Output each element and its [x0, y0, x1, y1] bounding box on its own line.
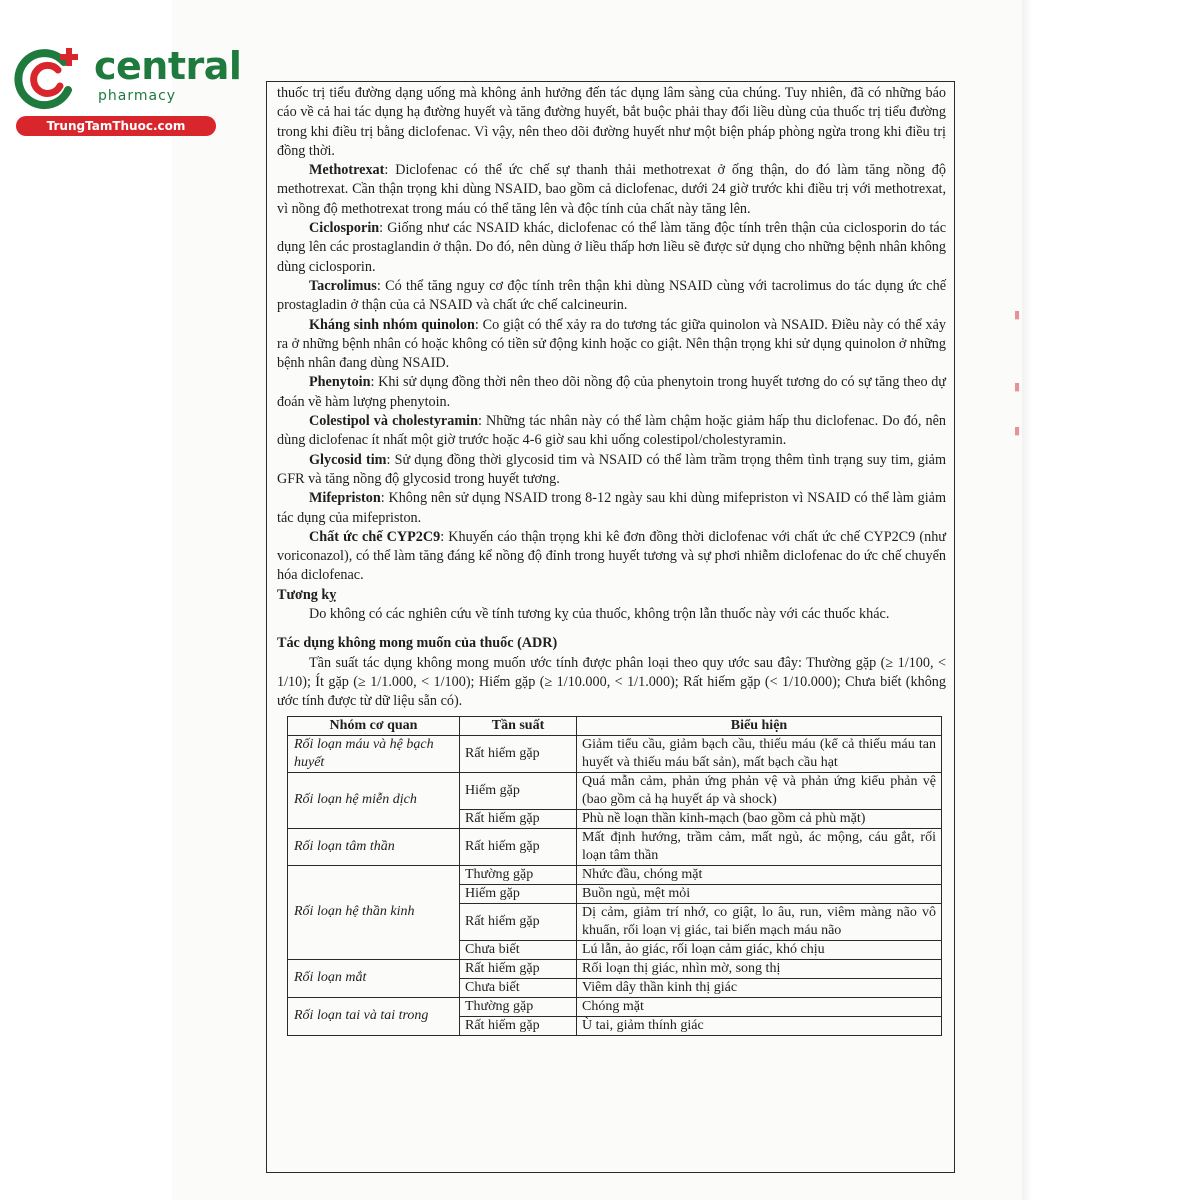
symptom-cell: Ù tai, giảm thính giác [577, 1016, 942, 1035]
adr-table [287, 716, 942, 1036]
paragraph: thuốc trị tiểu đường dạng uống mà không ảnh hưởng đến tác dụng lâm sàng của chúng. Tuy nhiên, đã có những báo cáo về cả hai tác dụng hạ đường huyết và tăng đường huyết, bắt buộc phải thay đổi liều dùng của thuốc trị tiểu đường trong khi điều trị bằng diclofenac. Vì vậy, nên theo dõi đường huyết như một biện pháp phòng ngừa trong khi điều trị đồng thời. [277, 85, 946, 159]
document-page [266, 81, 955, 1173]
organ-group-cell: Rối loạn mắt [288, 959, 460, 997]
logo-website[interactable]: TrungTamThuoc.com [16, 116, 216, 136]
table-row [288, 828, 942, 865]
frequency-cell: Thường gặp [460, 865, 577, 884]
table-row [288, 959, 942, 978]
section-heading: Tác dụng không mong muốn của thuốc (ADR) [277, 635, 558, 652]
frequency-cell: Rất hiếm gặp [460, 735, 577, 772]
column-header: Biểu hiện [577, 716, 942, 735]
symptom-cell: Dị cảm, giảm trí nhớ, co giật, lo âu, run, viêm màng não vô khuẩn, rối loạn vị giác, tai biến mạch máu não [577, 903, 942, 940]
column-header: Tần suất [460, 716, 577, 735]
logo-name: central [94, 44, 242, 88]
frequency-cell: Chưa biết [460, 940, 577, 959]
frequency-cell: Rất hiếm gặp [460, 828, 577, 865]
symptom-cell: Buồn ngủ, mệt mỏi [577, 884, 942, 903]
frequency-cell: Thường gặp [460, 997, 577, 1016]
organ-group-cell: Rối loạn hệ thần kinh [288, 865, 460, 959]
frequency-cell: Rất hiếm gặp [460, 1016, 577, 1035]
interaction-cyp2c9: Chất ức chế CYP2C9: Khuyến cáo thận trọng khi kê đơn đồng thời diclofenac với chất ức chế CYP2C9 (như voriconazol), có thể làm tăng đáng kể nồng độ đỉnh trong huyết tương và sự phơi nhiễm diclofenac do ức chế chuyển hóa diclofenac. [277, 528, 946, 584]
interaction-methotrexat: Methotrexat: Diclofenac có thể ức chế sự thanh thải methotrexat ở ống thận, do đó làm tăng nồng độ methotrexat. Cần thận trọng khi dùng NSAID, bao gồm cả diclofenac, dưới 24 giờ trước khi điều trị với methotrexat, vì nồng độ methotrexat trong máu có thể tăng lên và độc tính của chất này tăng lên. [277, 162, 946, 217]
section-heading: Tương kỵ [277, 586, 337, 603]
pharmacy-logo-icon [14, 42, 86, 114]
faint-stamp-mark: ▮ [1014, 381, 1021, 393]
frequency-cell: Rất hiếm gặp [460, 959, 577, 978]
symptom-cell: Chóng mặt [577, 997, 942, 1016]
frequency-cell: Hiếm gặp [460, 884, 577, 903]
column-header: Nhóm cơ quan [288, 716, 460, 735]
organ-group-cell: Rối loạn máu và hệ bạch huyết [288, 735, 460, 772]
frequency-cell: Hiếm gặp [460, 772, 577, 809]
interaction-tacrolimus: Tacrolimus: Có thể tăng nguy cơ độc tính trên thận khi dùng NSAID cùng với tacrolimus do tác dụng ức chế prostagladin ở thận của cả NSAID và chất ức chế calcineurin. [277, 277, 946, 314]
interaction-phenytoin: Phenytoin: Khi sử dụng đồng thời nên theo dõi nồng độ của phenytoin trong huyết tương do có sự tăng theo dự đoán về hàm lượng phenytoin. [277, 374, 946, 410]
symptom-cell: Quá mẫn cảm, phản ứng phản vệ và phản ứng kiểu phản vệ (bao gồm cả hạ huyết áp và shock) [577, 772, 942, 809]
table-row [288, 997, 942, 1016]
table-row [288, 865, 942, 884]
symptom-cell: Phù nề loạn thần kinh-mạch (bao gồm cả phù mặt) [577, 809, 942, 828]
symptom-cell: Rối loạn thị giác, nhìn mờ, song thị [577, 959, 942, 978]
frequency-cell: Rất hiếm gặp [460, 809, 577, 828]
table-row [288, 735, 942, 772]
logo-subtitle: pharmacy [98, 88, 177, 104]
interaction-mifepriston: Mifepriston: Không nên sử dụng NSAID trong 8-12 ngày sau khi dùng mifepriston vì NSAID có thể làm giảm tác dụng của mifepriston. [277, 490, 946, 526]
interaction-ciclosporin: Ciclosporin: Giống như các NSAID khác, diclofenac có thể làm tăng độc tính trên thận của ciclosporin do tác dụng lên các prostaglandin ở thận. Do đó, nên dùng ở liều thấp hơn liều sẽ được sử dụng cho những bệnh nhân không dùng ciclosporin. [277, 220, 946, 275]
interaction-glycosid-tim: Glycosid tim: Sử dụng đồng thời glycosid tim và NSAID có thể làm trầm trọng thêm tình trạng suy tim, giảm GFR và tăng nồng độ glycosid trong huyết tương. [277, 451, 946, 487]
paragraph: Tần suất tác dụng không mong muốn ước tính được phân loại theo quy ước sau đây: Thường gặp (≥ 1/100, < 1/10); Ít gặp (≥ 1/1.000, < 1/100); Hiếm gặp (≥ 1/10.000, < 1/1.000); Rất hiếm gặp (< 1/10.000); Chưa biết (không ước tính được từ dữ liệu sẵn có). [277, 654, 946, 710]
symptom-cell: Mất định hướng, trầm cảm, mất ngủ, ác mộng, cáu gắt, rối loạn tâm thần [577, 828, 942, 865]
paragraph: Do không có các nghiên cứu về tính tương kỵ của thuốc, không trộn lẫn thuốc này với các thuốc khác. [309, 606, 890, 623]
frequency-cell: Rất hiếm gặp [460, 903, 577, 940]
faint-stamp-mark: ▮ [1014, 425, 1021, 437]
symptom-cell: Viêm dây thần kinh thị giác [577, 978, 942, 997]
symptom-cell: Giảm tiểu cầu, giảm bạch cầu, thiếu máu (kể cả thiếu máu tan huyết và thiếu máu bất sản), mất bạch cầu hạt [577, 735, 942, 772]
organ-group-cell: Rối loạn tai và tai trong [288, 997, 460, 1035]
paper-edge [1022, 0, 1032, 1200]
table-row [288, 772, 942, 809]
symptom-cell: Nhức đầu, chóng mặt [577, 865, 942, 884]
frequency-cell: Chưa biết [460, 978, 577, 997]
central-pharmacy-logo[interactable] [8, 36, 242, 136]
table-header-row [288, 716, 942, 735]
faint-stamp-mark: ▮ [1014, 309, 1021, 321]
organ-group-cell: Rối loạn tâm thần [288, 828, 460, 865]
organ-group-cell: Rối loạn hệ miễn dịch [288, 772, 460, 828]
symptom-cell: Lú lẫn, ảo giác, rối loạn cảm giác, khó chịu [577, 940, 942, 959]
interaction-colestipol: Colestipol và cholestyramin: Những tác nhân này có thể làm chậm hoặc giảm hấp thu diclofenac. Do đó, nên dùng diclofenac ít nhất một giờ trước hoặc 4-6 giờ sau khi uống colestipol/cholestyramin. [277, 413, 946, 449]
interaction-quinolon: Kháng sinh nhóm quinolon: Co giật có thể xảy ra do tương tác giữa quinolon và NSAID. Điều này có thể xảy ra ở những bệnh nhân có hoặc không có tiền sử động kinh hoặc co giật. Nên thận trọng khi sử dụng quinolon ở những bệnh nhân đang dùng NSAID. [277, 316, 947, 372]
